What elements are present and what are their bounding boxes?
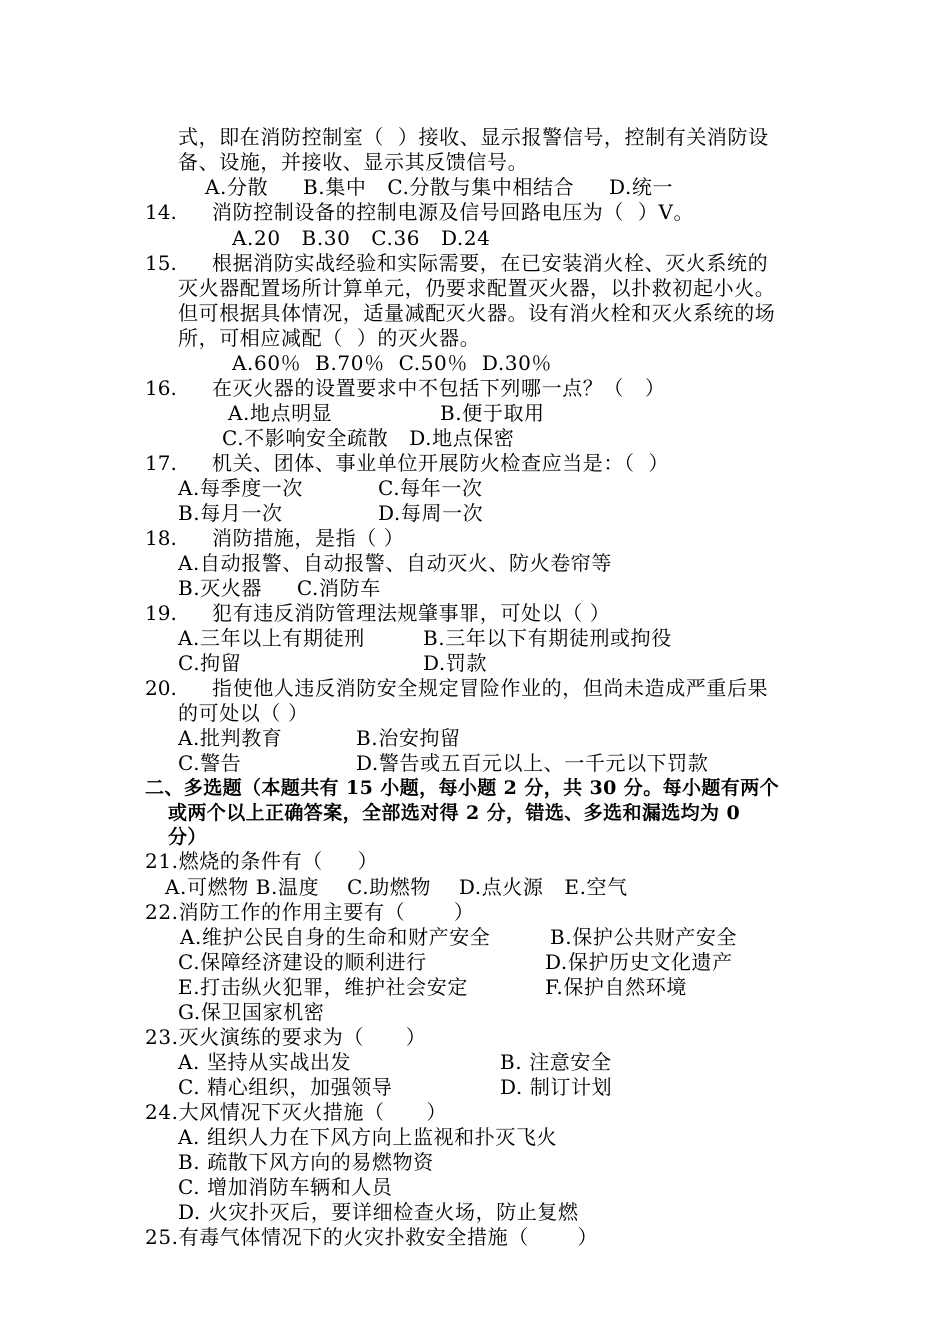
q16-options-c-d: C.不影响安全疏散 D.地点保密 bbox=[222, 426, 515, 450]
q20-question-line-2: 的可处以（ ） bbox=[178, 701, 309, 725]
q20-option-a: A.批判教育 bbox=[178, 726, 283, 750]
section-2-heading-line-1: 二、多选题（本题共有 15 小题，每小题 2 分，共 30 分。每小题有两个 bbox=[145, 777, 779, 799]
q22-option-d: D.保护历史文化遗产 bbox=[545, 950, 733, 974]
q21-options: A.可燃物 B.温度 C.助燃物 D.点火源 E.空气 bbox=[165, 875, 628, 899]
q17-question: 机关、团体、事业单位开展防火检查应当是：（ ） bbox=[212, 451, 670, 475]
q18-options-b-c: B.灭火器 C.消防车 bbox=[178, 576, 381, 600]
q23-option-c: C. 精心组织，加强领导 bbox=[178, 1075, 393, 1099]
q23-option-b: B. 注意安全 bbox=[500, 1050, 612, 1074]
q20-option-c: C.警告 bbox=[178, 751, 242, 775]
q18-question: 消防措施，是指（ ） bbox=[212, 526, 405, 550]
q14-options: A.20 B.30 C.36 D.24 bbox=[232, 226, 491, 250]
q15-number: 15. bbox=[145, 251, 177, 275]
q22-option-c: C.保障经济建设的顺利进行 bbox=[178, 950, 427, 974]
q18-number: 18. bbox=[145, 526, 177, 550]
q13-options: A.分散 B.集中 C.分散与集中相结合 D.统一 bbox=[205, 175, 674, 199]
section-2-heading-line-3: 分） bbox=[168, 826, 207, 848]
q22-option-e: E.打击纵火犯罪，维护社会安定 bbox=[178, 975, 468, 999]
q16-option-a: A.地点明显 bbox=[228, 401, 333, 425]
q22-option-b: B.保护公共财产安全 bbox=[550, 925, 738, 949]
q17-number: 17. bbox=[145, 451, 177, 475]
q13-continuation-line-1: 式，即在消防控制室（ ）接收、显示报警信号，控制有关消防设 bbox=[178, 125, 769, 149]
q18-option-a: A.自动报警、自动报警、自动灭火、防火卷帘等 bbox=[178, 551, 613, 575]
q23-option-d: D. 制订计划 bbox=[500, 1075, 613, 1099]
section-2-heading-line-2: 或两个以上正确答案，全部选对得 2 分，错选、多选和漏选均为 0 bbox=[168, 802, 741, 824]
q20-question-line-1: 指使他人违反消防安全规定冒险作业的，但尚未造成严重后果 bbox=[212, 676, 769, 700]
q25-question: 25.有毒气体情况下的火灾扑救安全措施（ ） bbox=[145, 1225, 599, 1249]
q15-options: A.60％ B.70％ C.50％ D.30％ bbox=[232, 351, 553, 375]
q17-option-a: A.每季度一次 bbox=[178, 476, 304, 500]
q19-question: 犯有违反消防管理法规肇事罪，可处以（ ） bbox=[212, 601, 611, 625]
q22-option-f: F.保护自然环境 bbox=[545, 975, 687, 999]
q24-option-a: A. 组织人力在下风方向上监视和扑灭飞火 bbox=[178, 1125, 558, 1149]
q17-option-d: D.每周一次 bbox=[378, 501, 484, 525]
q24-option-d: D. 火灾扑灭后，要详细检查火场，防止复燃 bbox=[178, 1200, 579, 1224]
q24-option-c: C. 增加消防车辆和人员 bbox=[178, 1175, 393, 1199]
q15-question-line-1: 根据消防实战经验和实际需要，在已安装消火栓、灭火系统的 bbox=[212, 251, 769, 275]
q21-question: 21.燃烧的条件有（ ） bbox=[145, 849, 379, 873]
q19-option-a: A.三年以上有期徒刑 bbox=[178, 626, 365, 650]
q19-option-b: B.三年以下有期徒刑或拘役 bbox=[423, 626, 672, 650]
q19-option-d: D.罚款 bbox=[423, 651, 488, 675]
q14-number: 14. bbox=[145, 200, 177, 224]
q22-question: 22.消防工作的作用主要有（ ） bbox=[145, 900, 475, 924]
q16-option-b: B.便于取用 bbox=[440, 401, 545, 425]
q24-question: 24.大风情况下灭火措施（ ） bbox=[145, 1100, 447, 1124]
q14-question: 消防控制设备的控制电源及信号回路电压为（ ）V。 bbox=[212, 200, 695, 224]
q16-number: 16. bbox=[145, 376, 177, 400]
q20-number: 20. bbox=[145, 676, 177, 700]
q17-option-c: C.每年一次 bbox=[378, 476, 483, 500]
q16-question: 在灭火器的设置要求中不包括下列哪一点？（ ） bbox=[212, 376, 666, 400]
q23-question: 23.灭火演练的要求为（ ） bbox=[145, 1025, 427, 1049]
q22-option-g: G.保卫国家机密 bbox=[178, 1000, 325, 1024]
q20-option-d: D.警告或五百元以上、一千元以下罚款 bbox=[356, 751, 709, 775]
q15-question-line-4: 所，可相应减配（ ）的灭火器。 bbox=[178, 326, 481, 350]
q19-number: 19. bbox=[145, 601, 177, 625]
q17-option-b: B.每月一次 bbox=[178, 501, 283, 525]
q24-option-b: B. 疏散下风方向的易燃物资 bbox=[178, 1150, 434, 1174]
q22-option-a: A.维护公民自身的生命和财产安全 bbox=[180, 925, 491, 949]
q19-option-c: C.拘留 bbox=[178, 651, 242, 675]
q20-option-b: B.治安拘留 bbox=[356, 726, 461, 750]
q23-option-a: A. 坚持从实战出发 bbox=[178, 1050, 352, 1074]
q13-continuation-line-2: 备、设施，并接收、显示其反馈信号。 bbox=[178, 150, 529, 174]
q15-question-line-3: 但可根据具体情况，适量减配灭火器。设有消火栓和灭火系统的场 bbox=[178, 301, 776, 325]
q15-question-line-2: 灭火器配置场所计算单元，仍要求配置灭火器，以扑救初起小火。 bbox=[178, 276, 776, 300]
